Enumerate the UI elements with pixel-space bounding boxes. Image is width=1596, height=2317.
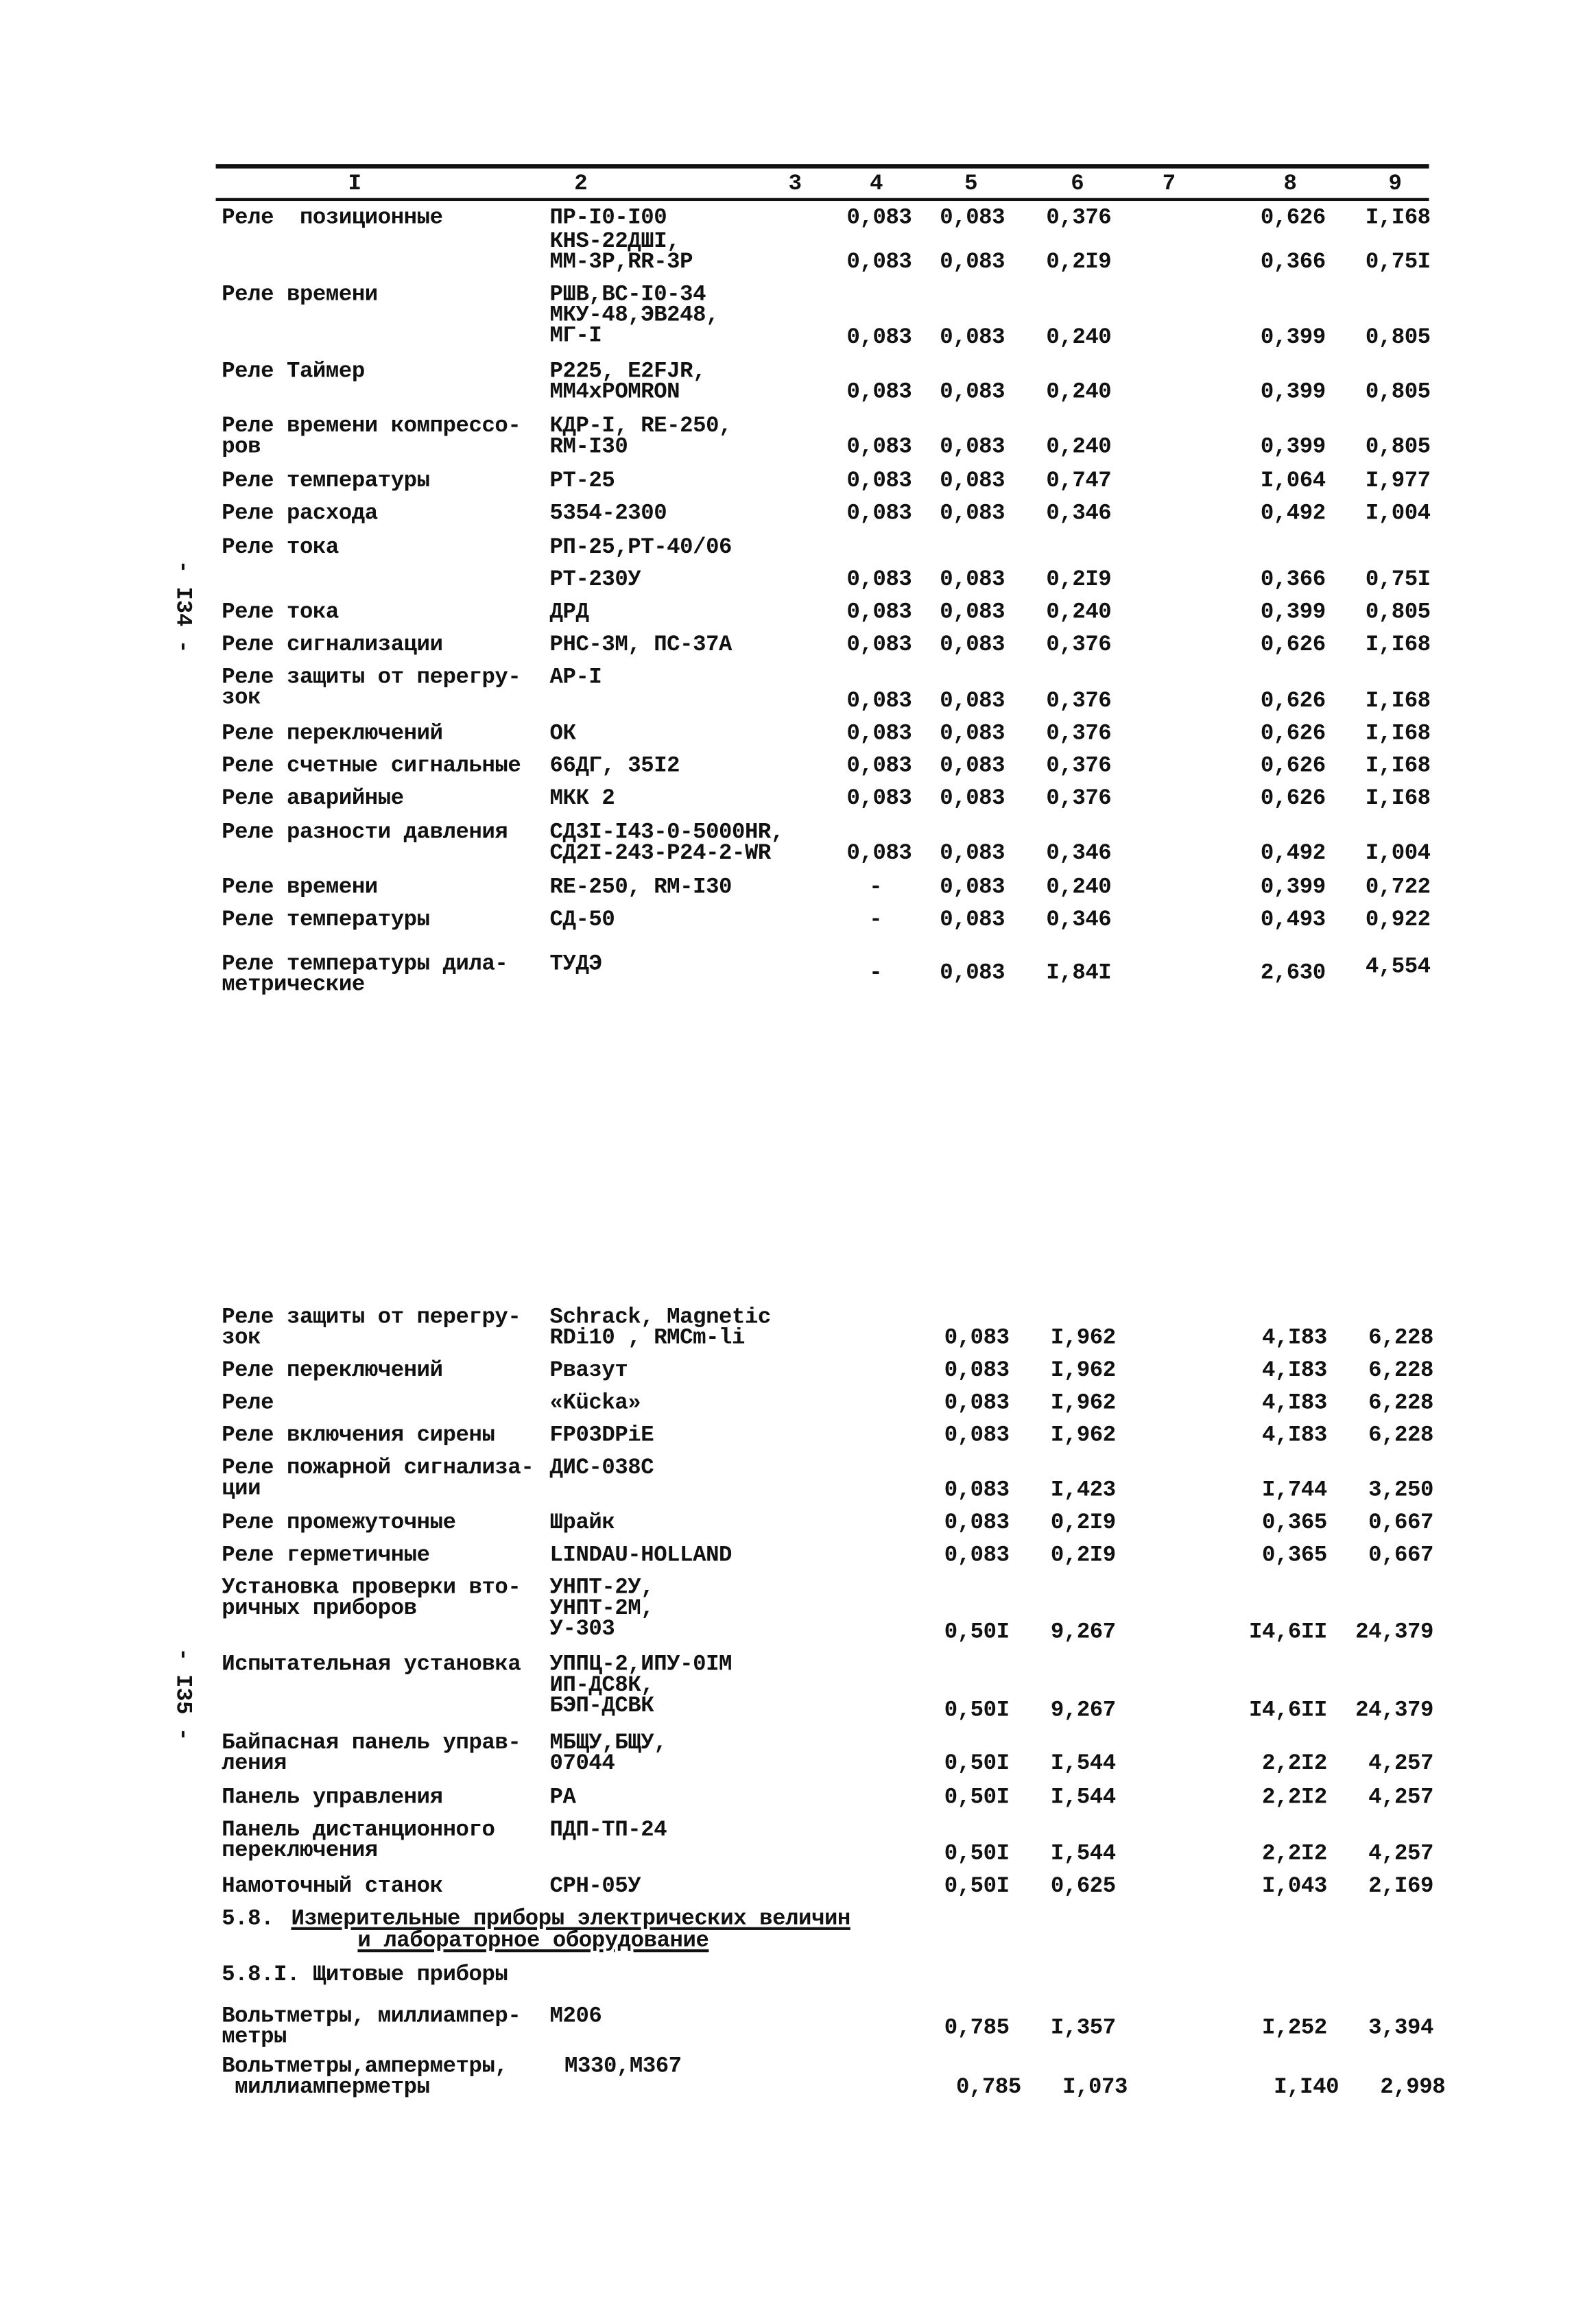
item-model: «Kücka»: [549, 1390, 641, 1416]
item-name: Вольтметры,амперметры, миллиамперметры: [222, 2054, 508, 2100]
value-col-6: I,544: [1050, 1785, 1116, 1811]
value-col-5: 0,083: [944, 1510, 1010, 1536]
item-name: Реле времени: [222, 875, 378, 901]
column-header-9: 9: [1388, 171, 1402, 197]
item-name: Реле времени: [222, 282, 378, 308]
value-col-8: 0,366: [1260, 250, 1326, 275]
value-col-4: -: [869, 960, 883, 986]
value-col-4: 0,083: [846, 840, 912, 866]
value-col-5: 0,50I: [944, 1698, 1010, 1724]
item-model: Шрайк: [549, 1510, 615, 1536]
value-col-5: 0,083: [940, 468, 1005, 494]
value-col-9: 24,379: [1355, 1698, 1433, 1724]
item-name: Намоточный станок: [222, 1874, 443, 1899]
item-name: Реле защиты от перегру- зок: [222, 665, 521, 711]
value-col-9: 4,257: [1368, 1751, 1433, 1777]
value-col-5: 0,083: [940, 434, 1005, 460]
value-col-5: 0,083: [940, 786, 1005, 811]
value-col-5: 0,50I: [944, 1619, 1010, 1645]
value-col-6: 0,346: [1046, 840, 1112, 866]
value-col-5: 0,083: [944, 1325, 1010, 1351]
value-col-9: I,I68: [1365, 721, 1431, 747]
value-col-9: 6,228: [1368, 1358, 1433, 1383]
value-col-5: 0,785: [955, 2075, 1021, 2100]
section-number: 5.8.: [222, 1906, 274, 1932]
value-col-4: 0,083: [846, 721, 912, 747]
item-name: Реле позиционные: [222, 205, 443, 231]
value-col-5: 0,785: [944, 2015, 1010, 2041]
item-model: 5354-2300: [549, 501, 667, 527]
value-col-6: 0,240: [1046, 434, 1112, 460]
value-col-8: 0,626: [1260, 786, 1326, 811]
item-name: Реле переключений: [222, 721, 443, 747]
value-col-6: 0,240: [1046, 599, 1112, 626]
value-col-6: 0,376: [1046, 721, 1112, 747]
value-col-9: 3,394: [1368, 2015, 1433, 2041]
column-header-6: 6: [1071, 171, 1084, 197]
value-col-5: 0,083: [940, 567, 1005, 593]
value-col-8: 4,I83: [1261, 1358, 1327, 1383]
page-number-134: - I34 -: [169, 560, 195, 654]
value-col-9: 0,75I: [1365, 567, 1431, 593]
value-col-9: I,004: [1365, 840, 1431, 866]
value-col-9: I,977: [1365, 468, 1431, 494]
value-col-4: 0,083: [846, 632, 912, 658]
value-col-6: I,073: [1062, 2075, 1128, 2100]
value-col-5: 0,083: [944, 1423, 1010, 1449]
item-name: Реле температуры дила- метрические: [222, 951, 508, 998]
item-model: АР-I: [549, 665, 602, 691]
value-col-8: 0,626: [1260, 753, 1326, 779]
value-col-6: 9,267: [1050, 1698, 1116, 1724]
value-col-9: I,I68: [1365, 632, 1431, 658]
item-name: Реле температуры: [222, 468, 430, 494]
value-col-4: 0,083: [846, 205, 912, 231]
column-header-3: 3: [788, 171, 802, 197]
value-col-4: 0,083: [846, 567, 912, 593]
item-model: РП-25,РТ-40/06: [549, 534, 733, 560]
value-col-8: 4,I83: [1261, 1423, 1327, 1449]
value-col-9: 0,667: [1368, 1543, 1433, 1569]
value-col-4: 0,083: [846, 501, 912, 527]
value-col-8: 2,2I2: [1261, 1751, 1327, 1777]
value-col-6: 0,346: [1046, 501, 1112, 527]
value-col-5: 0,083: [940, 632, 1005, 658]
item-name: Реле переключений: [222, 1358, 443, 1383]
value-col-6: 0,240: [1046, 875, 1112, 901]
item-name: Байпасная панель управ- ления: [222, 1731, 521, 1777]
value-col-8: 0,626: [1260, 205, 1326, 231]
value-col-6: 9,267: [1050, 1619, 1116, 1645]
value-col-9: I,I68: [1365, 205, 1431, 231]
item-name: Испытательная установка: [222, 1652, 521, 1678]
value-col-5: 0,083: [940, 325, 1005, 350]
value-col-6: I,962: [1050, 1325, 1116, 1351]
item-name: Реле расхода: [222, 501, 378, 527]
item-model: ПР-I0-I00: [549, 205, 667, 231]
value-col-4: 0,083: [846, 379, 912, 405]
value-col-4: 0,083: [846, 434, 912, 460]
item-model: М206: [549, 2004, 602, 2030]
item-name: Реле аварийные: [222, 786, 404, 811]
item-name: Реле температуры: [222, 907, 430, 933]
header-bottom-rule: [216, 198, 1429, 201]
value-col-5: 0,083: [944, 1477, 1010, 1504]
value-col-9: 0,805: [1365, 325, 1431, 350]
subsection-title: 5.8.I. Щитовые приборы: [222, 1962, 508, 1988]
value-col-5: 0,083: [940, 840, 1005, 866]
item-model: LINDAU-HOLLAND: [549, 1543, 733, 1569]
item-name: Реле тока: [222, 534, 339, 560]
value-col-9: I,I68: [1365, 753, 1431, 779]
item-model: М330,М367: [564, 2054, 682, 2080]
value-col-5: 0,083: [940, 501, 1005, 527]
value-col-5: 0,50I: [944, 1785, 1010, 1811]
page-number-135: - I35 -: [169, 1648, 195, 1742]
item-model: УНПТ-2У, УНПТ-2М, У-303: [549, 1575, 654, 1642]
item-model: Рвазут: [549, 1358, 628, 1383]
item-model: МБЩУ,БЩУ, 07044: [549, 1731, 667, 1777]
value-col-5: 0,083: [940, 379, 1005, 405]
value-col-4: 0,083: [846, 753, 912, 779]
value-col-8: 0,399: [1260, 379, 1326, 405]
item-model: УППЦ-2,ИПУ-0IМ ИП-ДС8К, БЭП-ДСВК: [549, 1652, 733, 1719]
item-name: Реле: [222, 1390, 274, 1416]
value-col-9: I,004: [1365, 501, 1431, 527]
value-col-4: 0,083: [846, 786, 912, 811]
item-model: СРН-05У: [549, 1874, 641, 1899]
value-col-9: 0,805: [1365, 379, 1431, 405]
column-header-5: 5: [964, 171, 978, 197]
value-col-6: I,962: [1050, 1423, 1116, 1449]
value-col-8: 2,630: [1260, 960, 1326, 986]
value-col-9: I,I68: [1365, 689, 1431, 714]
value-col-6: 0,2I9: [1050, 1543, 1116, 1569]
item-name: Панель управления: [222, 1785, 443, 1811]
value-col-5: 0,083: [944, 1390, 1010, 1416]
item-model: ПДП-ТП-24: [549, 1818, 667, 1843]
item-name: Реле пожарной сигнализа- ции: [222, 1455, 534, 1502]
value-col-8: I4,6II: [1249, 1619, 1327, 1645]
value-col-4: -: [869, 907, 883, 933]
item-model: СД3I-I43-0-5000HR, СД2I-243-P24-2-WR: [549, 820, 784, 866]
value-col-9: 4,257: [1368, 1841, 1433, 1867]
item-name: Панель дистанционного переключения: [222, 1818, 495, 1864]
value-col-8: 0,399: [1260, 875, 1326, 901]
item-name: Реле сигнализации: [222, 632, 443, 658]
item-model: РТ-25: [549, 468, 615, 494]
item-name: Реле тока: [222, 599, 339, 626]
column-header-8: 8: [1283, 171, 1297, 197]
value-col-9: 0,805: [1365, 599, 1431, 626]
item-model: 66ДГ, 35I2: [549, 753, 680, 779]
item-name: Вольтметры, миллиампер- метры: [222, 2004, 521, 2050]
value-col-9: 3,250: [1368, 1477, 1433, 1504]
value-col-6: 0,240: [1046, 325, 1112, 350]
value-col-6: 0,376: [1046, 632, 1112, 658]
value-col-5: 0,083: [944, 1543, 1010, 1569]
value-col-6: 0,2I9: [1046, 250, 1112, 275]
value-col-6: I,962: [1050, 1358, 1116, 1383]
section-title-line2: и лабораторное оборудование: [357, 1928, 709, 1954]
value-col-8: 0,626: [1260, 689, 1326, 714]
value-col-8: 0,399: [1260, 325, 1326, 350]
value-col-9: 0,805: [1365, 434, 1431, 460]
value-col-9: 6,228: [1368, 1390, 1433, 1416]
item-model: РНС-3М, ПС-37А: [549, 632, 733, 658]
value-col-5: 0,083: [940, 689, 1005, 714]
value-col-6: I,357: [1050, 2015, 1116, 2041]
item-name: Реле включения сирены: [222, 1423, 495, 1449]
value-col-8: 0,365: [1261, 1510, 1327, 1536]
value-col-9: 0,75I: [1365, 250, 1431, 275]
item-model: КНS-22ДШI, ММ-3Р,RR-3P: [549, 228, 693, 275]
value-col-8: 2,2I2: [1261, 1841, 1327, 1867]
item-model: FP03DPiE: [549, 1423, 654, 1449]
value-col-4: 0,083: [846, 468, 912, 494]
value-col-8: 0,365: [1261, 1543, 1327, 1569]
value-col-6: I,962: [1050, 1390, 1116, 1416]
value-col-5: 0,083: [940, 907, 1005, 933]
value-col-6: 0,240: [1046, 379, 1112, 405]
column-header-1: I: [348, 171, 361, 197]
item-name: Реле разности давления: [222, 820, 508, 846]
value-col-8: I,I40: [1274, 2075, 1339, 2100]
value-col-9: 0,922: [1365, 907, 1431, 933]
item-name: Реле Таймер: [222, 359, 365, 385]
value-col-8: 4,I83: [1261, 1390, 1327, 1416]
value-col-6: 0,2I9: [1050, 1510, 1116, 1536]
item-model: Schrack, Magnetic RDi10 , RMCm-li: [549, 1305, 771, 1351]
value-col-8: 4,I83: [1261, 1325, 1327, 1351]
item-name: Реле защиты от перегру- зок: [222, 1305, 521, 1351]
item-model: РА: [549, 1785, 576, 1811]
value-col-9: 6,228: [1368, 1423, 1433, 1449]
value-col-4: 0,083: [846, 689, 912, 714]
value-col-5: 0,083: [940, 721, 1005, 747]
column-header-7: 7: [1162, 171, 1176, 197]
item-model: РТ-230У: [549, 567, 641, 593]
item-model: ТУДЭ: [549, 951, 602, 977]
value-col-8: 0,492: [1260, 840, 1326, 866]
value-col-5: 0,083: [940, 250, 1005, 275]
value-col-5: 0,083: [940, 875, 1005, 901]
value-col-6: 0,747: [1046, 468, 1112, 494]
value-col-5: 0,083: [940, 205, 1005, 231]
value-col-6: I,423: [1050, 1477, 1116, 1504]
value-col-4: 0,083: [846, 599, 912, 626]
value-col-8: 0,366: [1260, 567, 1326, 593]
item-name: Реле промежуточные: [222, 1510, 456, 1536]
item-name: Установка проверки вто- ричных приборов: [222, 1575, 521, 1621]
value-col-5: 0,50I: [944, 1751, 1010, 1777]
value-col-6: 0,2I9: [1046, 567, 1112, 593]
value-col-6: I,544: [1050, 1751, 1116, 1777]
value-col-9: 4,554: [1365, 954, 1431, 980]
value-col-5: 0,50I: [944, 1841, 1010, 1867]
item-name: Реле герметичные: [222, 1543, 430, 1569]
value-col-6: 0,376: [1046, 786, 1112, 811]
value-col-4: 0,083: [846, 250, 912, 275]
item-model: МКК 2: [549, 786, 615, 811]
value-col-9: 2,998: [1380, 2075, 1446, 2100]
value-col-6: 0,376: [1046, 753, 1112, 779]
value-col-6: 0,376: [1046, 689, 1112, 714]
value-col-6: 0,376: [1046, 205, 1112, 231]
value-col-8: 0,626: [1260, 632, 1326, 658]
value-col-8: I,043: [1261, 1874, 1327, 1899]
value-col-5: 0,083: [940, 960, 1005, 986]
value-col-8: 2,2I2: [1261, 1785, 1327, 1811]
value-col-8: I,064: [1260, 468, 1326, 494]
item-model: ДРД: [549, 599, 589, 626]
value-col-9: 2,I69: [1368, 1874, 1433, 1899]
item-model: ДИС-038С: [549, 1455, 654, 1481]
item-name: Реле времени компрессо- ров: [222, 414, 521, 460]
item-model: ОК: [549, 721, 576, 747]
value-col-6: I,544: [1050, 1841, 1116, 1867]
value-col-9: 0,667: [1368, 1510, 1433, 1536]
value-col-5: 0,083: [940, 599, 1005, 626]
value-col-5: 0,083: [944, 1358, 1010, 1383]
column-header-2: 2: [574, 171, 588, 197]
column-header-4: 4: [870, 171, 883, 197]
table-top-rule: [216, 164, 1429, 168]
item-model: РШВ,ВС-I0-34 МКУ-48,ЭВ248, МГ-I: [549, 282, 719, 349]
value-col-4: 0,083: [846, 325, 912, 350]
value-col-5: 0,50I: [944, 1874, 1010, 1899]
value-col-8: 0,626: [1260, 721, 1326, 747]
value-col-8: I4,6II: [1249, 1698, 1327, 1724]
value-col-9: 6,228: [1368, 1325, 1433, 1351]
section-title-line1: Измерительные приборы электрических величин: [291, 1906, 850, 1932]
value-col-8: I,252: [1261, 2015, 1327, 2041]
value-col-9: I,I68: [1365, 786, 1431, 811]
item-model: RE-250, RM-I30: [549, 875, 733, 901]
value-col-8: 0,493: [1260, 907, 1326, 933]
value-col-4: -: [869, 875, 883, 901]
item-model: СД-50: [549, 907, 615, 933]
item-name: Реле счетные сигнальные: [222, 753, 521, 779]
value-col-8: 0,399: [1260, 599, 1326, 626]
value-col-6: I,84I: [1046, 960, 1112, 986]
value-col-6: 0,625: [1050, 1874, 1116, 1899]
value-col-9: 24,379: [1355, 1619, 1433, 1645]
value-col-9: 4,257: [1368, 1785, 1433, 1811]
value-col-8: 0,399: [1260, 434, 1326, 460]
item-model: Р225, E2FJR, ММ4хРОМRON: [549, 359, 706, 405]
value-col-8: I,744: [1261, 1477, 1327, 1504]
item-model: КДР-I, RE-250, RM-I30: [549, 414, 733, 460]
value-col-9: 0,722: [1365, 875, 1431, 901]
value-col-5: 0,083: [940, 753, 1005, 779]
value-col-6: 0,346: [1046, 907, 1112, 933]
value-col-8: 0,492: [1260, 501, 1326, 527]
